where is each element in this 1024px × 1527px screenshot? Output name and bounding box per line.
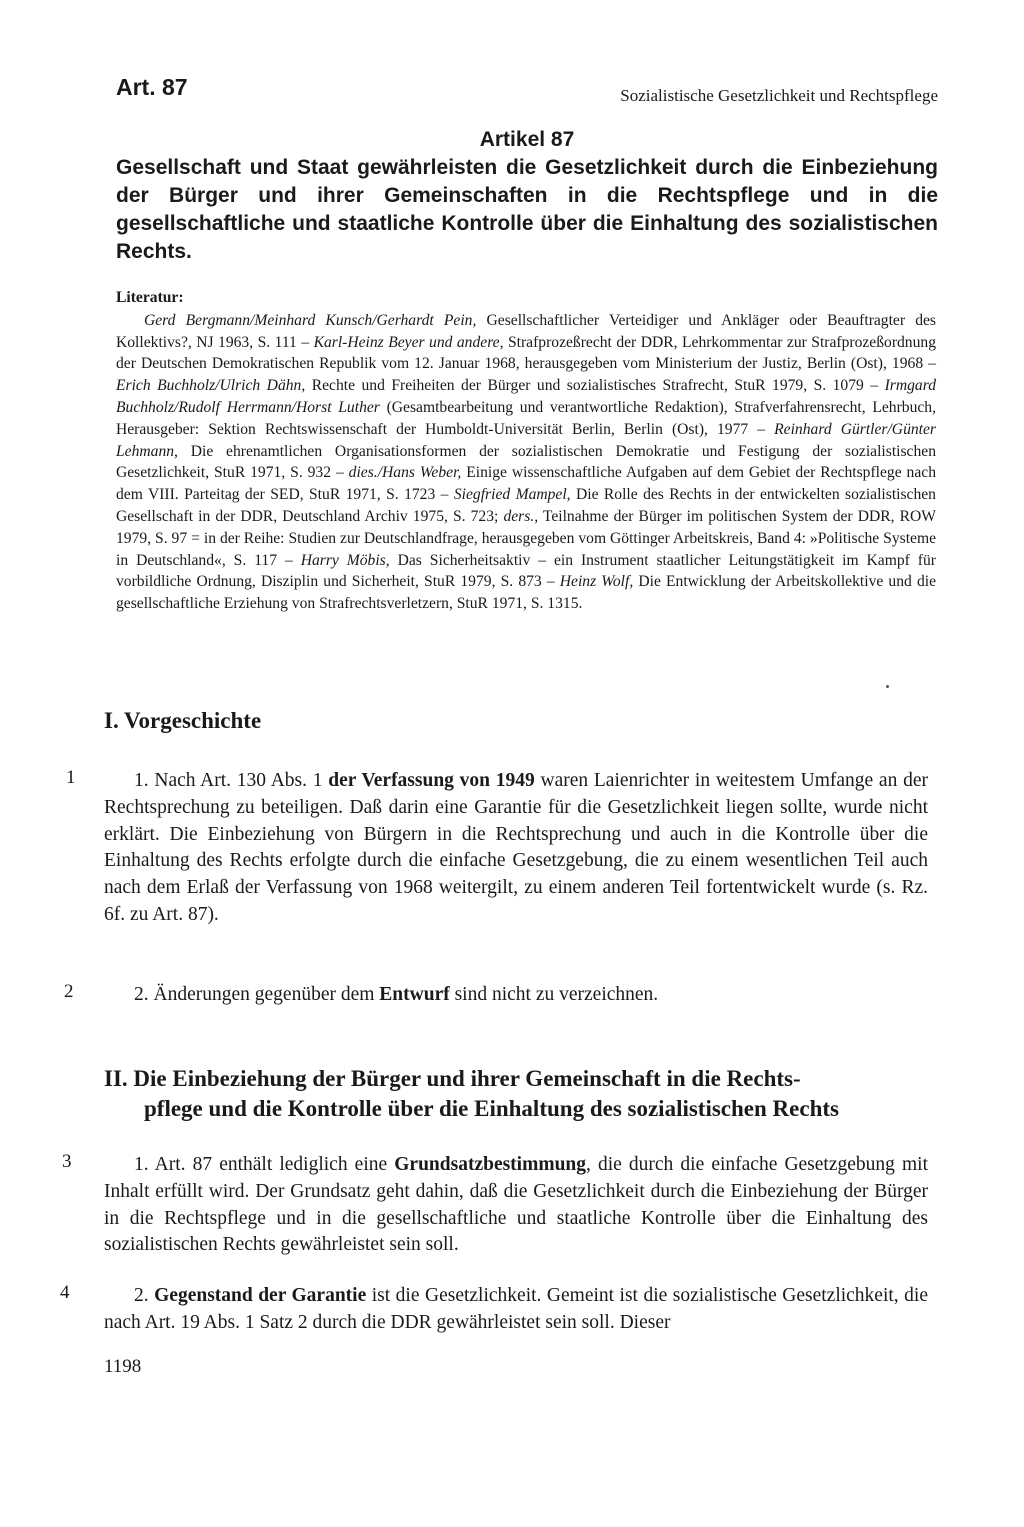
scan-dot [886, 685, 889, 688]
paragraph-bold: Gegenstand der Garantie [154, 1285, 367, 1306]
lit-text: (Gesamtbearbeitung und verantwortliche Redaktion), Strafverfahrensrecht, Lehrbuch, Herausgeber: Sektion Rechtswissenschaft der Humboldt-Universität Berlin, Berlin (Ost), 1977 – [116, 398, 936, 438]
margin-number: 3 [62, 1151, 72, 1172]
lit-text: Die Rolle des Rechts in der entwickelten sozialistischen Gesellschaft in der DDR, Deutschland Archiv 1975, S. 723; [116, 486, 936, 525]
lit-text: Die ehrenamtlichen Organisationsformen der sozialistischen Demokratie und Festigung der sozialistischen Gesetzlichkeit, StuR 1971, S. 932 – [116, 442, 936, 482]
lit-text: Gesellschaftlicher Verteidiger und Ankläger oder Beauftragter des Kollektivs?, NJ 1963, S. 111 – [116, 311, 936, 351]
section-heading-line: II. Die Einbeziehung der Bürger und ihrer Gemeinschaft in die Rechts- [104, 1066, 801, 1091]
paragraph-text: ist die Gesetzlichkeit. Gemeint ist die sozialistische Gesetzlichkeit, die nach Art. 19 Abs. 1 Satz 2 durch die DDR gewährleistet sein soll. Dieser [104, 1285, 928, 1333]
article-number: Artikel 87 [479, 128, 575, 151]
paragraph-text: 2. [134, 1285, 155, 1306]
paragraph-text: sind nicht zu verzeichnen. [449, 984, 659, 1005]
paragraph [104, 768, 928, 929]
literature-section [116, 287, 936, 615]
section-heading-2 [104, 1064, 934, 1124]
literature-body [116, 310, 936, 615]
lit-author: Erich Buchholz/Ulrich Dähn, [116, 377, 306, 395]
lit-text: Das Sicherheitsaktiv – ein Instrument staatlicher Leitungstätigkeit im Kampf für vorbildliche Ordnung, Disziplin und Sicherheit, StuR 1979, S. 873 – [116, 551, 936, 591]
article-text: Gesellschaft und Staat gewährleisten die Gesetzlichkeit durch die Einbeziehung der Bürger und ihrer Gemeinschaften in die Rechtspflege und in die gesellschaftliche und staatliche Kontrolle über die Einhaltung des sozialistischen Rechts. [116, 156, 938, 263]
lit-author: Irmgard Buchholz/Rudolf Herrmann/Horst Luther [116, 377, 936, 416]
section-heading-1: I. Vorgeschichte [104, 708, 262, 733]
article-heading [116, 126, 938, 266]
paragraph-text: 1. Nach Art. 130 Abs. 1 [134, 770, 329, 791]
lit-author: Reinhard Gürtler/Günter Lehmann, [116, 420, 936, 460]
lit-author: Karl-Heinz Beyer und andere, [313, 333, 504, 351]
paragraph-text: 1. Art. 87 enthält lediglich eine [134, 1154, 395, 1175]
paragraph-text: waren Laienrichter in weitestem Umfange an der Rechtsprechung zu beteiligen. Daß darin eine Garantie für die Gesetzlichkeit liegen sollte, wurde nicht erklärt. Die Einbeziehung von Bürgern in die Rechtsprechung und auch in die Kontrolle über die Einhaltung des Rechts erfolgte durch die einfache Gesetzgebung, die zu einem wesentlichen Teil auch nach dem Erlaß der Verfassung von 1968 weitergilt, zu einem anderen Teil fortentwickelt wurde (s. Rz. 6f. zu Art. 87). [104, 770, 928, 925]
margin-number: 4 [60, 1282, 70, 1303]
paragraph-bold: Grundsatzbestimmung [394, 1154, 587, 1175]
margin-number: 1 [66, 767, 76, 788]
lit-text: Strafprozeßrecht der DDR, Lehrkommentar zur Strafprozeßordnung der Deutschen Demokratischen Republik vom 12. Januar 1968, herausgegeben vom Ministerium der Justiz, Berlin (Ost), 1968 – [116, 333, 936, 373]
lit-text: Die Entwicklung der Arbeitskollektive und die gesellschaftliche Erziehung von Strafrechtsverletzern, StuR 1971, S. 1315. [116, 573, 936, 613]
paragraph [104, 982, 928, 1009]
lit-author: Gerd Bergmann/Meinhard Kunsch/Gerhardt Pein, [144, 311, 477, 329]
lit-text: Teilnahme der Bürger im politischen System der DDR, ROW 1979, S. 97 = in der Reihe: Studien zur Deutschlandfrage, herausgegeben vom Göttinger Arbeitskreis, Band 4: »Politische Systeme in Deutschland«, S. 117 – [116, 507, 936, 569]
lit-author: Heinz Wolf, [559, 573, 634, 591]
paragraph-bold: der Verfassung von 1949 [328, 770, 535, 791]
paragraph [104, 1283, 928, 1337]
article-label: Art. 87 [116, 74, 188, 100]
paragraph [104, 1152, 928, 1259]
lit-author: Siegfried Mampel, [453, 486, 571, 504]
literature-title: Literatur: [116, 289, 184, 306]
paragraph-bold: Entwurf [379, 984, 450, 1005]
lit-text: Rechte und Freiheiten der Bürger und sozialistisches Strafrecht, StuR 1979, S. 1079 – [305, 377, 885, 395]
running-head: Sozialistische Gesetzlichkeit und Rechtspflege [620, 86, 938, 105]
lit-author: ders., [503, 507, 539, 525]
lit-author: Harry Möbis, [300, 551, 390, 569]
lit-author: dies./Hans Weber, [348, 464, 462, 482]
paragraph-text: 2. Änderungen gegenüber dem [134, 984, 380, 1005]
margin-number: 2 [64, 981, 74, 1002]
paragraph-text: , die durch die einfache Gesetzgebung mit Inhalt erfüllt wird. Der Grundsatz geht dahin, daß die Gesetzlichkeit durch die Einbeziehung der Bürger in die Rechtspflege und in die gesellschaftliche und staatliche Kontrolle über die Einhaltung des sozialistischen Rechts gewährleistet sein soll. [104, 1154, 928, 1256]
page-number: 1198 [104, 1356, 142, 1377]
section-heading-line: pflege und die Kontrolle über die Einhaltung des sozialistischen Rechts [144, 1096, 839, 1121]
lit-text: Einige wissenschaftliche Aufgaben auf dem Gebiet der Rechtspflege nach dem VIII. Parteitag der SED, StuR 1971, S. 1723 – [116, 464, 936, 504]
